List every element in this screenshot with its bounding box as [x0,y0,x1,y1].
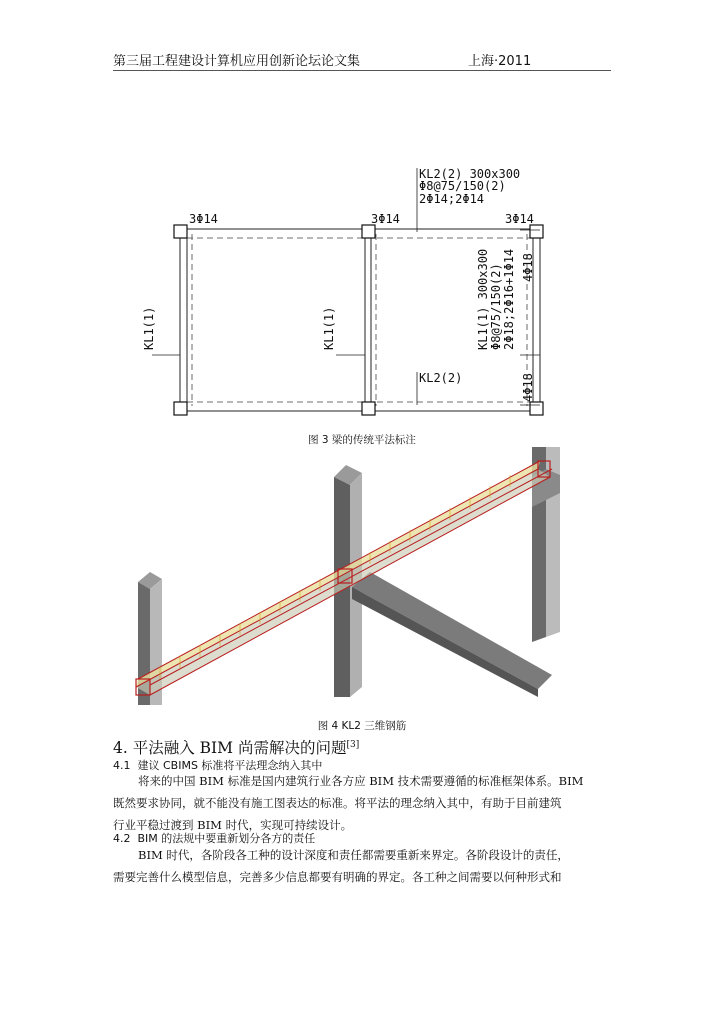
subsection-number: 4.1 [113,759,131,772]
annotation-top-right: 3Φ14 [505,212,534,226]
paragraph-line: 行业平稳过渡到 BIM 时代，实现可持续设计。 [113,818,353,832]
column-square [530,402,543,415]
paragraph-4-2 [113,844,611,888]
column-square [362,402,375,415]
section-heading [113,736,359,758]
column-square [174,225,187,238]
paragraph-line: BIM 时代，各阶段各工种的设计深度和责任都需要重新来界定。各阶段设计的责任， [138,848,569,862]
annotation-kl1-right-stirrup: Φ8@75/150(2) [489,263,503,350]
column-square [362,225,375,238]
subsection-title: BIM 的法规中要重新划分各方的责任 [137,832,316,845]
cross-beam [352,572,552,689]
subsection-number: 4.2 [113,832,131,845]
annotation-kl1-right-rebar: 2Φ18;2Φ16+1Φ14 [502,248,516,350]
annotation-kl1-right-size: KL1(1) 300x300 [476,248,490,350]
running-header-location: 上海·2011 [468,54,532,69]
annotation-kl2-main: KL2(2) 300x300 [419,167,521,181]
annotation-right-bottom: 4Φ18 [521,373,535,402]
paragraph-line: 既然要求协同，就不能没有施工图表达的标准。将平法的理念纳入其中，有助于目前建筑 [113,796,562,810]
section-heading-ref: [3] [346,739,360,750]
section-heading-text: 4. 平法融入 BIM 尚需解决的问题 [113,739,347,757]
annotation-kl2-rebar: 2Φ14;2Φ14 [419,192,485,206]
column-square [174,402,187,415]
annotation-kl2-lower: KL2(2) [419,371,463,385]
annotation-kl1-mid: KL1(1) [322,306,336,350]
figure-3-caption: 图 3 梁的传统平法标注 [308,434,416,446]
figure-4-caption: 图 4 KL2 三维钢筋 [317,720,407,732]
figure-4-render [120,447,560,705]
paragraph-line: 需要完善什么模型信息，完善多少信息都要有明确的界定。各工种之间需要以何种形式和 [113,870,562,884]
paragraph-line: 将来的中国 BIM 标准是国内建筑行业各方应 BIM 技术需要遵循的标准框架体系。BIM [138,774,584,788]
figure-3-drawing [140,150,560,425]
header-rule [113,70,611,71]
annotation-top-left: 3Φ14 [189,212,218,226]
subsection-title: 建议 CBIMS 标准将平法理念纳入其中 [137,759,323,772]
annotation-right-top: 4Φ18 [521,253,535,282]
cross-beam [352,587,538,697]
paragraph-4-1 [113,770,611,836]
annotation-top-mid: 3Φ14 [371,212,400,226]
running-header-title: 第三届工程建设计算机应用创新论坛论文集 [113,54,361,69]
annotation-kl2-stirrup: Φ8@75/150(2) [419,179,506,193]
column-square [530,225,543,238]
annotation-kl1-left: KL1(1) [142,306,156,350]
